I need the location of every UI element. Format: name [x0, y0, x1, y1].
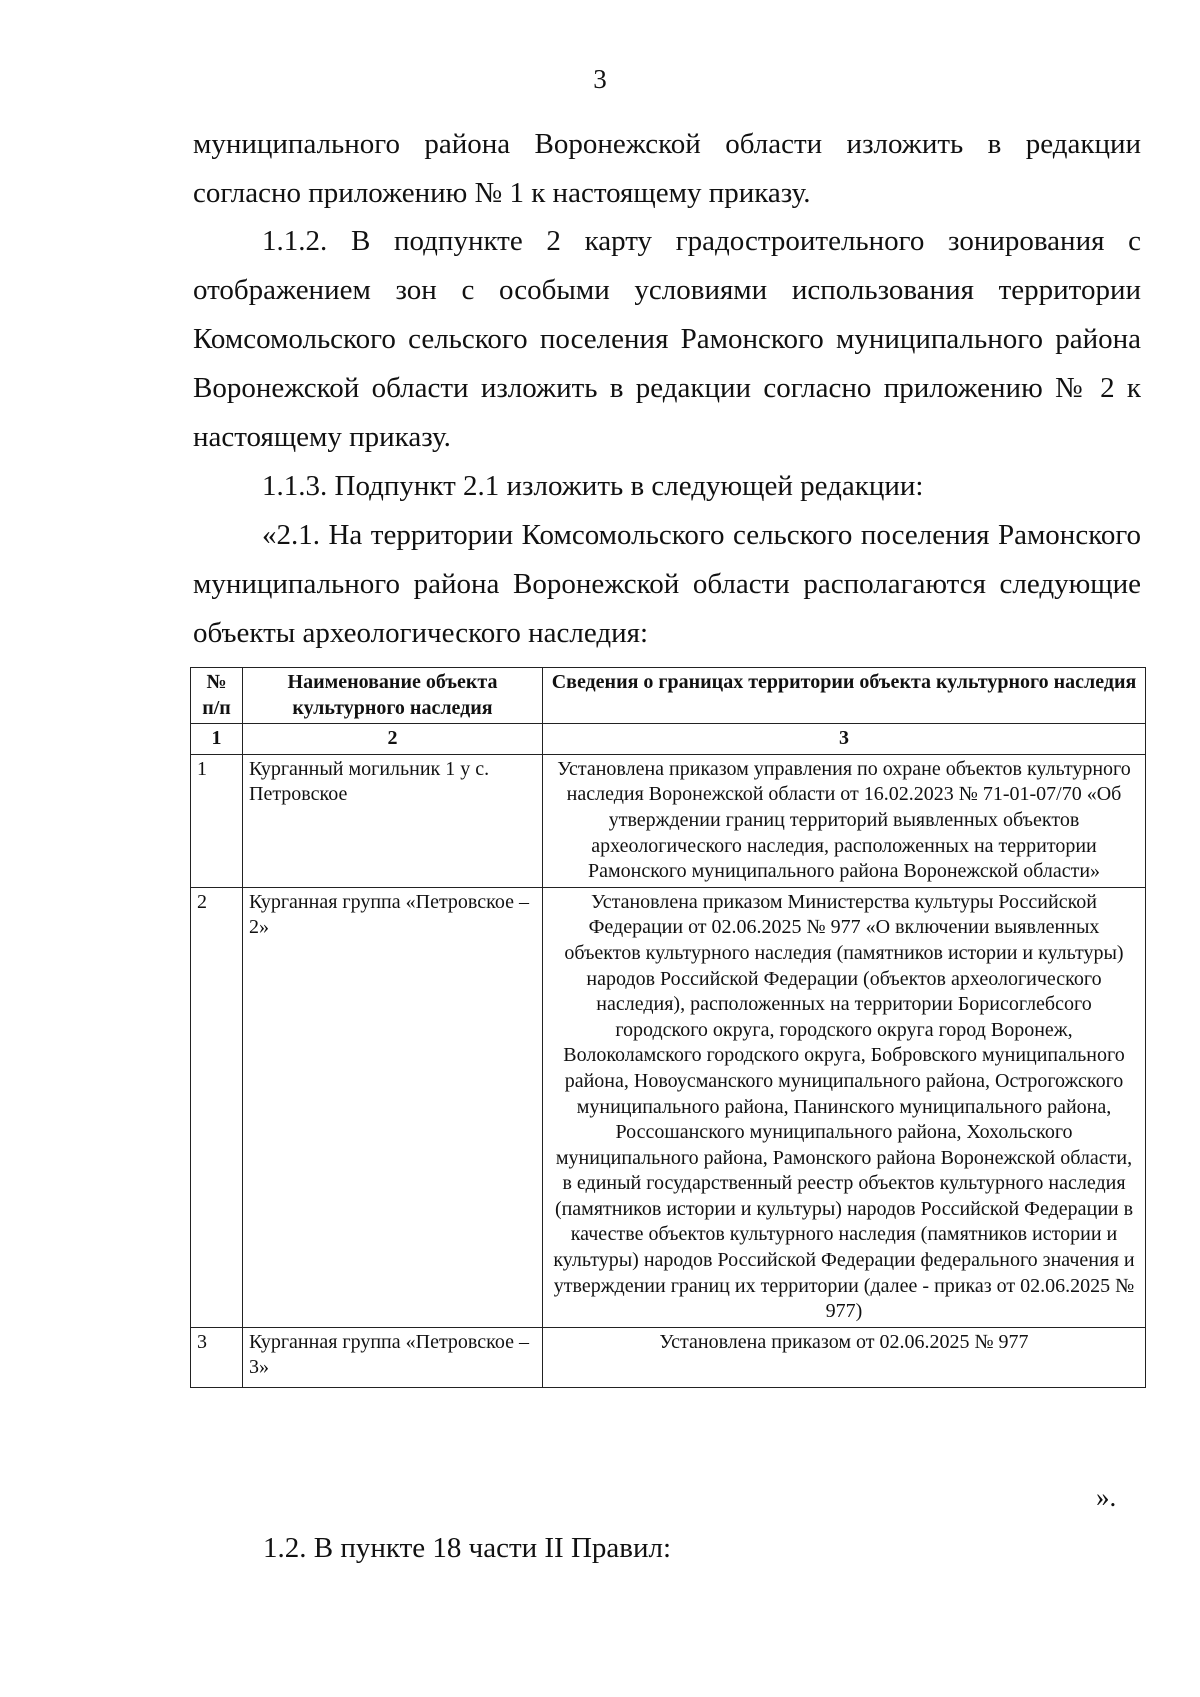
paragraph-text: 1.1.2. В подпункте 2 карту градостроительного зонирования с отображением зон с особыми условиями использования территории Комсомольского сельского поселения Рамонского муниципального района Воронежской области изложить в редакции согласно приложению № 2 к настоящему приказу. [193, 225, 1141, 453]
column-number: 2 [243, 724, 543, 755]
paragraph-text: 1.1.3. Подпункт 2.1 изложить в следующей редакции: [262, 470, 924, 502]
column-number: 1 [191, 724, 243, 755]
object-name: Курганная группа «Петровское – 3» [243, 1327, 543, 1387]
paragraph-2-1 [193, 511, 1141, 658]
paragraph-continuation [193, 120, 1141, 218]
table-column-numbers-row [191, 724, 1146, 755]
boundary-info: Установлена приказом Министерства культуры Российской Федерации от 02.06.2025 № 977 «О включении выявленных объектов культурного наследия (памятников истории и культуры) народов Российской Федерации (объектов археологического наследия), расположенных на территории Борисоглебсого городского округа, городского округа город Воронеж, Волоколамского городского округа, Бобровского муниципального района, Новоусманского муниципального района, Острогожского муниципального района, Панинского муниципального района, Россошанского муниципального района, Хохольского муниципального района, Рамонского района Воронежской области, в единый государственный реестр объектов культурного наследия (памятников истории и культуры) народов Российской Федерации в качестве объектов культурного наследия (памятников истории и культуры) народов Российской Федерации федерального значения и утверждении границ их территории (далее - приказ от 02.06.2025 № 977) [543, 887, 1146, 1327]
header-number: № п/п [191, 668, 243, 724]
header-boundaries: Сведения о границах территории объекта культурного наследия [543, 668, 1146, 724]
table-row [191, 1327, 1146, 1387]
object-name: Курганный могильник 1 у с. Петровское [243, 754, 543, 887]
closing-quote: ». [1096, 1482, 1117, 1512]
object-name: Курганная группа «Петровское – 2» [243, 887, 543, 1327]
column-number: 3 [543, 724, 1146, 755]
table-header-row [191, 668, 1146, 724]
table-row [191, 887, 1146, 1327]
paragraph-text: муниципального района Воронежской области изложить в редакции согласно приложению № 1 к настоящему приказу. [193, 128, 1141, 209]
paragraph-1-2: 1.2. В пункте 18 части II Правил: [263, 1532, 672, 1564]
heritage-objects-table [190, 667, 1146, 1388]
table-row [191, 754, 1146, 887]
row-number: 1 [191, 754, 243, 887]
paragraph-text: «2.1. На территории Комсомольского сельского поселения Рамонского муниципального района Воронежской области располагаются следующие объекты археологического наследия: [193, 519, 1141, 649]
page-number: 3 [593, 64, 607, 94]
boundary-info: Установлена приказом от 02.06.2025 № 977 [543, 1327, 1146, 1387]
row-number: 3 [191, 1327, 243, 1387]
boundary-info: Установлена приказом управления по охране объектов культурного наследия Воронежской области от 16.02.2023 № 71-01-07/70 «Об утверждении границ территорий выявленных объектов археологического наследия, расположенных на территории Рамонского муниципального района Воронежской области» [543, 754, 1146, 887]
row-number: 2 [191, 887, 243, 1327]
paragraph-1-1-3 [193, 462, 1141, 511]
paragraph-1-1-2 [193, 217, 1141, 462]
header-object-name: Наименование объекта культурного наследия [243, 668, 543, 724]
